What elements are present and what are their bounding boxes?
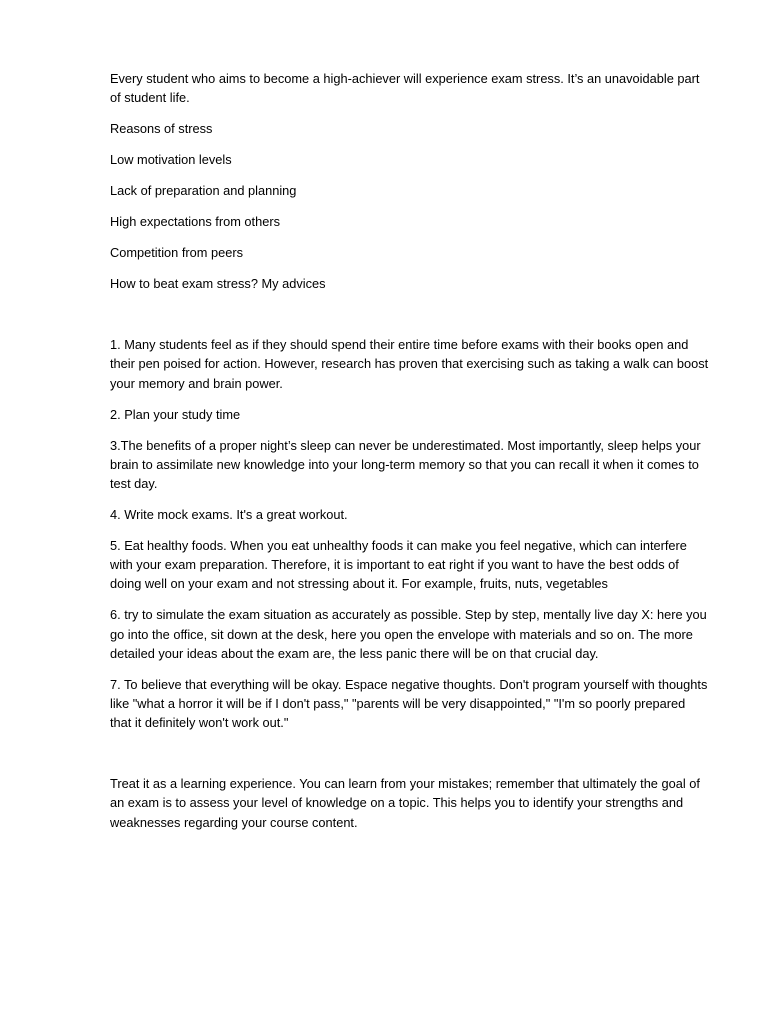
- reasons-heading: Reasons of stress: [110, 121, 213, 137]
- advice-heading: How to beat exam stress? My advices: [110, 276, 326, 292]
- advice-item: 6. try to simulate the exam situation as accurately as possible. Step by step, mentally live day X: here you go into the office, sit down at the desk, here you open the envelope with materials and so on. The more detailed your ideas about the exam are, the less panic there will be on that crucial day.: [110, 607, 707, 661]
- advice-item: 4. Write mock exams. It's a great workout.: [110, 507, 348, 523]
- intro-paragraph: Every student who aims to become a high-achiever will experience exam stress. It’s an unavoidable part of student life.: [110, 71, 700, 106]
- reason-item: High expectations from others: [110, 214, 280, 230]
- reason-item: Low motivation levels: [110, 152, 232, 168]
- advice-item: 7. To believe that everything will be okay. Espace negative thoughts. Don't program yourself with thoughts like "what a horror it will be if I don't pass," "parents will be very disappointed," "I'm so poorly prepared that it definitely won't work out.": [110, 676, 708, 731]
- document-body: [110, 69, 710, 844]
- advice-item: 5. Eat healthy foods. When you eat unhealthy foods it can make you feel negative, which can interfere with your exam preparation. Therefore, it is important to eat right if you want to have the best odds of doing well on your exam and not stressing about it. For example, fruits, nuts, vegetables: [110, 538, 687, 592]
- advice-item: 3.The benefits of a proper night’s sleep can never be underestimated. Most importantly, sleep helps your brain to assimilate new knowledge into your long-term memory so that you can recall it when it comes to test day.: [110, 437, 701, 492]
- blank-line: [110, 744, 710, 774]
- blank-line: [110, 305, 710, 335]
- advice-item: 2. Plan your study time: [110, 406, 241, 422]
- reason-item: Lack of preparation and planning: [110, 183, 297, 199]
- advice-item: 1. Many students feel as if they should spend their entire time before exams with their books open and their pen poised for action. However, research has proven that exercising such as taking a walk can boost your memory and brain power.: [110, 337, 709, 391]
- conclusion-paragraph: Treat it as a learning experience. You can learn from your mistakes; remember that ultimately the goal of an exam is to assess your level of knowledge on a topic. This helps you to identify your strengths and weaknesses regarding your course content.: [110, 776, 700, 830]
- reason-item: Competition from peers: [110, 245, 243, 261]
